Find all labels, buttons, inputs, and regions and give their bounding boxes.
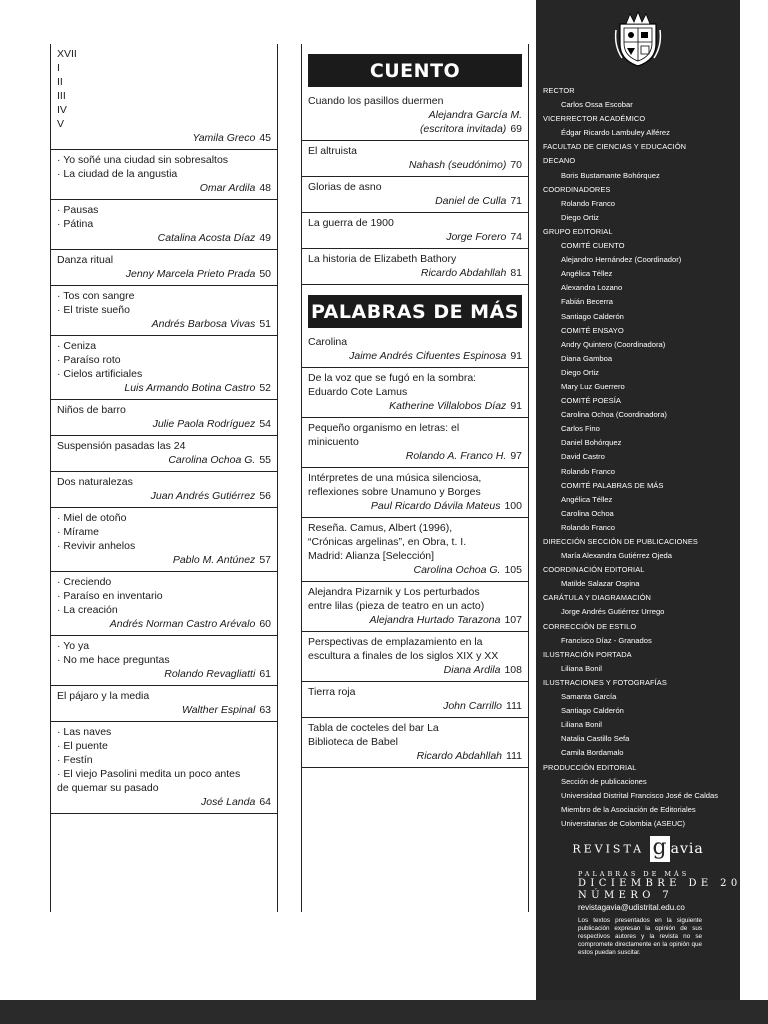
credit-person: Matilde Salazar Ospina bbox=[561, 579, 640, 589]
issue-series: PALABRAS DE MÁS bbox=[578, 870, 690, 878]
toc-entry bbox=[302, 332, 528, 368]
entry-author: Alejandra García M. bbox=[428, 109, 522, 121]
credit-person: Andry Quintero (Coordinadora) bbox=[561, 339, 666, 349]
entry-page-number: 107 bbox=[504, 614, 522, 626]
entry-author: Walther Espinal bbox=[181, 704, 256, 716]
entry-author-line bbox=[308, 499, 522, 513]
credit-person: Miembro de la Asociación de Editoriales bbox=[561, 804, 696, 814]
entry-author-line bbox=[57, 453, 271, 467]
issue-date: DICIEMBRE DE 2010 bbox=[578, 878, 764, 889]
entry-author: Rolando Revagliatti bbox=[164, 668, 256, 680]
credit-person: Natalia Castillo Sefa bbox=[561, 734, 630, 744]
entry-author-line bbox=[308, 749, 522, 763]
credit-person: Diana Gamboa bbox=[561, 353, 613, 363]
entry-title: V bbox=[57, 118, 65, 130]
entry-author-line bbox=[308, 158, 522, 172]
toc-entry bbox=[302, 582, 528, 632]
entry-title: · Cielos artificiales bbox=[57, 368, 143, 380]
entry-title: · Paraíso roto bbox=[57, 354, 121, 366]
credit-person: Daniel Bohórquez bbox=[561, 438, 622, 448]
entry-author: John Carrillo bbox=[443, 700, 503, 712]
entry-author: Nahash (seudónimo) bbox=[408, 159, 507, 171]
credit-person: Diego Ortiz bbox=[561, 212, 599, 222]
toc-entry bbox=[302, 518, 528, 582]
entry-author-line bbox=[57, 667, 271, 681]
entry-title: · Revivir anhelos bbox=[57, 540, 136, 552]
credit-person: David Castro bbox=[561, 452, 605, 462]
issue-email: revistagavia@udistrital.edu.co bbox=[578, 903, 685, 912]
entry-author: Ricardo Abdahllah bbox=[416, 750, 503, 762]
credit-person: Liliana Bonil bbox=[561, 663, 602, 673]
toc-entry bbox=[302, 177, 528, 213]
entry-title: Niños de barro bbox=[57, 404, 126, 416]
entry-title: · El viejo Pasolini medita un poco antes bbox=[57, 768, 241, 780]
entry-title: · Tos con sangre bbox=[57, 290, 135, 302]
entry-author-line bbox=[57, 381, 271, 395]
entry-title: · El puente bbox=[57, 740, 108, 752]
credit-person: Camila Bordamalo bbox=[561, 748, 624, 758]
entry-author-line bbox=[308, 122, 522, 136]
entry-title: El pájaro y la media bbox=[57, 690, 150, 702]
entry-page-number: 71 bbox=[510, 195, 522, 207]
entry-title: · Miel de otoño bbox=[57, 512, 127, 524]
entry-page-number: 97 bbox=[510, 450, 522, 462]
toc-entry bbox=[51, 722, 277, 814]
credit-role: PRODUCCIÓN EDITORIAL bbox=[543, 762, 637, 772]
entry-author: Luis Armando Botina Castro bbox=[124, 382, 256, 394]
entry-page-number: 48 bbox=[259, 182, 271, 194]
credit-person: Santiago Calderón bbox=[561, 706, 624, 716]
entry-title: Biblioteca de Babel bbox=[308, 736, 398, 748]
toc-entry bbox=[51, 436, 277, 472]
entry-author-line bbox=[57, 617, 271, 631]
entry-title: Cuando los pasillos duermen bbox=[308, 95, 444, 107]
toc-entry bbox=[302, 141, 528, 177]
entry-page-number: 81 bbox=[510, 267, 522, 279]
entry-title: XVII bbox=[57, 48, 77, 60]
toc-entry bbox=[51, 336, 277, 400]
entry-title: · Mírame bbox=[57, 526, 99, 538]
cuento-list bbox=[302, 91, 528, 285]
toc-entry bbox=[51, 508, 277, 572]
entry-title: Reseña. Camus, Albert (1996), bbox=[308, 522, 453, 534]
entry-page-number: 50 bbox=[259, 268, 271, 280]
toc-entry bbox=[51, 200, 277, 250]
entry-title: I bbox=[57, 62, 60, 74]
issue-info bbox=[578, 870, 764, 957]
entry-author: Pablo M. Antúnez bbox=[172, 554, 256, 566]
entry-title: Dos naturalezas bbox=[57, 476, 133, 488]
credit-person: Édgar Ricardo Lambuley Alférez bbox=[561, 128, 670, 138]
entry-author: Katherine Villalobos Díaz bbox=[389, 400, 507, 412]
entry-title: De la voz que se fugó en la sombra: bbox=[308, 372, 477, 384]
entry-author: Andrés Norman Castro Arévalo bbox=[109, 618, 256, 630]
toc-entry bbox=[51, 250, 277, 286]
entry-title: IV bbox=[57, 104, 67, 116]
toc-entry bbox=[51, 636, 277, 686]
credit-person: Angélica Téllez bbox=[561, 494, 613, 504]
entry-page-number: 56 bbox=[259, 490, 271, 502]
toc-entry bbox=[302, 718, 528, 768]
entry-page-number: 54 bbox=[259, 418, 271, 430]
credit-person: Fabián Becerra bbox=[561, 297, 613, 307]
entry-title: · No me hace preguntas bbox=[57, 654, 170, 666]
toc-column-left bbox=[50, 44, 278, 912]
credit-role: VICERRECTOR ACADÉMICO bbox=[543, 114, 646, 124]
entry-page-number: 61 bbox=[259, 668, 271, 680]
entry-page-number: 111 bbox=[506, 750, 522, 762]
entry-author-line bbox=[308, 349, 522, 363]
entry-title: Carolina bbox=[308, 336, 348, 348]
entry-page-number: 111 bbox=[506, 700, 522, 712]
credit-person: Mary Luz Guerrero bbox=[561, 381, 625, 391]
palabras-list bbox=[302, 332, 528, 768]
entry-title: Eduardo Cote Lamus bbox=[308, 386, 408, 398]
credit-person: Jorge Andrés Gutiérrez Urrego bbox=[561, 607, 665, 617]
entry-title: La historia de Elizabeth Bathory bbox=[308, 253, 457, 265]
toc-entry bbox=[51, 44, 277, 150]
entry-title: · Paraíso en inventario bbox=[57, 590, 163, 602]
credit-role: COORDINADORES bbox=[543, 184, 611, 194]
magazine-revista-label: REVISTA bbox=[572, 842, 645, 856]
credit-person: Carolina Ochoa bbox=[561, 508, 614, 518]
credit-person: Alexandra Lozano bbox=[561, 283, 623, 293]
toc-entry bbox=[302, 213, 528, 249]
entry-title: de quemar su pasado bbox=[57, 782, 159, 794]
entry-title: Madrid: Alianza [Selección] bbox=[308, 550, 435, 562]
toc-entry bbox=[302, 418, 528, 468]
university-shield-icon bbox=[612, 10, 664, 68]
credit-person: Alejandro Hernández (Coordinador) bbox=[561, 255, 682, 265]
entry-title: · Festín bbox=[57, 754, 93, 766]
entry-title: reflexiones sobre Unamuno y Borges bbox=[308, 486, 481, 498]
credit-person: Sección de publicaciones bbox=[561, 776, 647, 786]
entry-page-number: 45 bbox=[259, 132, 271, 144]
magazine-logo-g: g bbox=[650, 836, 670, 862]
credit-role: RECTOR bbox=[543, 86, 575, 95]
entry-page-number: 105 bbox=[504, 564, 522, 576]
toc-entry bbox=[51, 150, 277, 200]
entry-title: · Ceniza bbox=[57, 340, 97, 352]
magazine-logo bbox=[536, 836, 740, 862]
entry-author: Yamila Greco bbox=[192, 132, 256, 144]
credit-role: COORDINACIÓN EDITORIAL bbox=[543, 565, 645, 575]
toc-column-right bbox=[301, 44, 529, 912]
toc-entry bbox=[302, 91, 528, 141]
entry-author-line bbox=[57, 417, 271, 431]
entry-title: Glorias de asno bbox=[308, 181, 382, 193]
credit-role: DIRECCIÓN SECCIÓN DE PUBLICACIONES bbox=[543, 537, 698, 546]
entry-title: Intérpretes de una música silenciosa, bbox=[308, 472, 482, 484]
credit-person: COMITÉ PALABRAS DE MÁS bbox=[561, 480, 664, 490]
entry-page-number: 70 bbox=[510, 159, 522, 171]
entry-page-number: 57 bbox=[259, 554, 271, 566]
credit-person: Rolando Franco bbox=[561, 198, 616, 208]
entry-page-number: 100 bbox=[504, 500, 522, 512]
magazine-logo-avia: avia bbox=[670, 841, 704, 857]
toc-entry bbox=[51, 572, 277, 636]
entry-author-line bbox=[57, 795, 271, 809]
entry-page-number: 91 bbox=[510, 400, 522, 412]
credit-person: Carolina Ochoa (Coordinadora) bbox=[561, 410, 667, 420]
entry-title: Tierra roja bbox=[308, 686, 356, 698]
credit-person: Francisco Díaz - Granados bbox=[561, 635, 652, 645]
credit-person: Samanta García bbox=[561, 692, 617, 702]
entry-author-line bbox=[57, 703, 271, 717]
credit-role: FACULTAD DE CIENCIAS Y EDUCACIÓN bbox=[543, 142, 687, 152]
toc-entry bbox=[51, 400, 277, 436]
credit-person: Santiago Calderón bbox=[561, 311, 624, 321]
entry-page-number: 74 bbox=[510, 231, 522, 243]
entry-page-number: 69 bbox=[510, 123, 522, 135]
credit-person: COMITÉ CUENTO bbox=[561, 241, 625, 251]
entry-title: III bbox=[57, 90, 66, 102]
entry-author-note: (escritora invitada) bbox=[419, 123, 507, 135]
credit-person: Universidad Distrital Francisco José de Caldas bbox=[561, 790, 718, 800]
entry-title: · Yo ya bbox=[57, 640, 90, 652]
credit-person: COMITÉ POESÍA bbox=[561, 396, 621, 406]
entry-page-number: 51 bbox=[259, 318, 271, 330]
entry-title: · La ciudad de la angustia bbox=[57, 168, 178, 180]
credit-person: Boris Bustamante Bohórquez bbox=[561, 170, 660, 180]
credit-role: ILUSTRACIÓN PORTADA bbox=[543, 649, 632, 659]
entry-author: Catalina Acosta Díaz bbox=[157, 232, 256, 244]
entry-author-line bbox=[57, 231, 271, 245]
toc-entry bbox=[302, 249, 528, 285]
entry-author: Diana Ardila bbox=[443, 664, 501, 676]
entry-author-line bbox=[308, 663, 522, 677]
entry-page-number: 64 bbox=[259, 796, 271, 808]
entry-title: · Yo soñé una ciudad sin sobresaltos bbox=[57, 154, 229, 166]
toc-entry bbox=[302, 368, 528, 418]
entry-title: minicuento bbox=[308, 436, 359, 448]
entry-author: Jaime Andrés Cifuentes Espinosa bbox=[349, 350, 507, 362]
entry-page-number: 60 bbox=[259, 618, 271, 630]
entry-author: Jorge Forero bbox=[446, 231, 507, 243]
entry-page-number: 108 bbox=[504, 664, 522, 676]
entry-title: La guerra de 1900 bbox=[308, 217, 394, 229]
entry-title: Perspectivas de emplazamiento en la bbox=[308, 636, 483, 648]
credit-person: COMITÉ ENSAYO bbox=[561, 325, 624, 335]
entry-author: Carolina Ochoa G. bbox=[168, 454, 256, 466]
toc-entry bbox=[302, 468, 528, 518]
entry-author-line bbox=[308, 266, 522, 280]
entry-author: Carolina Ochoa G. bbox=[413, 564, 501, 576]
entry-author-line bbox=[308, 194, 522, 208]
entry-author-line bbox=[57, 131, 271, 145]
entry-title: entre lilas (pieza de teatro en un acto) bbox=[308, 600, 485, 612]
entry-title: · Las naves bbox=[57, 726, 112, 738]
credit-list bbox=[543, 84, 738, 831]
entry-author-line bbox=[308, 399, 522, 413]
toc-entry bbox=[302, 682, 528, 718]
entry-page-number: 49 bbox=[259, 232, 271, 244]
entry-title: Suspensión pasadas las 24 bbox=[57, 440, 186, 452]
entry-title: · El triste sueño bbox=[57, 304, 130, 316]
credit-person: Angélica Téllez bbox=[561, 269, 613, 279]
entry-author: Julie Paola Rodríguez bbox=[152, 418, 256, 430]
issue-number: NÚMERO 7 bbox=[578, 890, 674, 901]
section-heading-palabras-de-mas: PALABRAS DE MÁS bbox=[308, 295, 522, 328]
entry-author: Ricardo Abdahllah bbox=[420, 267, 507, 279]
entry-title: · Pátina bbox=[57, 218, 94, 230]
entry-author: Alejandra Hurtado Tarazona bbox=[369, 614, 501, 626]
entry-title: II bbox=[57, 76, 63, 88]
credit-person: Liliana Bonil bbox=[561, 720, 602, 730]
entry-author-line bbox=[57, 181, 271, 195]
entry-title: · Creciendo bbox=[57, 576, 112, 588]
toc-entry bbox=[51, 286, 277, 336]
credit-person: Universitarias de Colombia (ASEUC) bbox=[561, 818, 686, 828]
entry-title: escultura a finales de los siglos XIX y XX bbox=[308, 650, 499, 662]
issue-disclaimer: Los textos presentados en la siguiente publicación expresan la opinión de sus respectivos autores y la revista no se compromete directamente en la opinión que estos puedan suscitar. bbox=[578, 917, 702, 956]
credit-person: María Alexandra Gutiérrez Ojeda bbox=[561, 551, 673, 561]
entry-page-number: 63 bbox=[259, 704, 271, 716]
entry-author-line bbox=[308, 563, 522, 577]
section-heading-cuento: CUENTO bbox=[308, 54, 522, 87]
credit-person: Carlos Ossa Escobar bbox=[561, 100, 633, 110]
entry-author-line bbox=[57, 553, 271, 567]
entry-title: Alejandra Pizarnik y Los perturbados bbox=[308, 586, 480, 598]
entry-author-line bbox=[308, 230, 522, 244]
entry-author: Jenny Marcela Prieto Prada bbox=[125, 268, 256, 280]
entry-author: José Landa bbox=[201, 796, 256, 808]
entry-author-line bbox=[57, 489, 271, 503]
credit-person: Carlos Fino bbox=[561, 424, 600, 434]
entry-author-line bbox=[308, 699, 522, 713]
entry-page-number: 91 bbox=[510, 350, 522, 362]
credit-person: Rolando Franco bbox=[561, 522, 616, 532]
credit-person: Diego Ortiz bbox=[561, 367, 599, 377]
entry-title: Danza ritual bbox=[57, 254, 114, 266]
credit-role: DECANO bbox=[543, 156, 576, 166]
credit-role: CORRECCIÓN DE ESTILO bbox=[543, 621, 637, 631]
entry-title: “Crónicas argelinas”, en Obra, t. I. bbox=[308, 536, 467, 548]
bottom-bar bbox=[0, 1000, 768, 1024]
entry-title: · Pausas bbox=[57, 204, 99, 216]
entry-title: · La creación bbox=[57, 604, 118, 616]
entry-author: Paul Ricardo Dávila Mateus bbox=[370, 500, 501, 512]
credit-role: CARÁTULA Y DIAGRAMACIÓN bbox=[543, 593, 651, 603]
entry-author: Andrés Barbosa Vivas bbox=[151, 318, 256, 330]
entry-author-line bbox=[57, 317, 271, 331]
toc-entry bbox=[51, 686, 277, 722]
credit-role: GRUPO EDITORIAL bbox=[543, 226, 613, 236]
entry-page-number: 52 bbox=[259, 382, 271, 394]
entry-page-number: 55 bbox=[259, 454, 271, 466]
entry-title: Tabla de cocteles del bar La bbox=[308, 722, 439, 734]
entry-title: El altruista bbox=[308, 145, 358, 157]
entry-author-line bbox=[308, 449, 522, 463]
toc-entry bbox=[51, 472, 277, 508]
entry-author: Juan Andrés Gutiérrez bbox=[150, 490, 256, 502]
credits-panel bbox=[536, 0, 764, 1000]
credit-person: Rolando Franco bbox=[561, 466, 616, 476]
entry-author: Rolando A. Franco H. bbox=[405, 450, 507, 462]
credit-role: ILUSTRACIONES Y FOTOGRAFÍAS bbox=[543, 677, 667, 687]
entry-author: Daniel de Culla bbox=[435, 195, 507, 207]
entry-title: Pequeño organismo en letras: el bbox=[308, 422, 460, 434]
entry-author: Omar Ardila bbox=[199, 182, 256, 194]
entry-author-line bbox=[57, 267, 271, 281]
toc-entry bbox=[302, 632, 528, 682]
entry-author-line bbox=[308, 613, 522, 627]
